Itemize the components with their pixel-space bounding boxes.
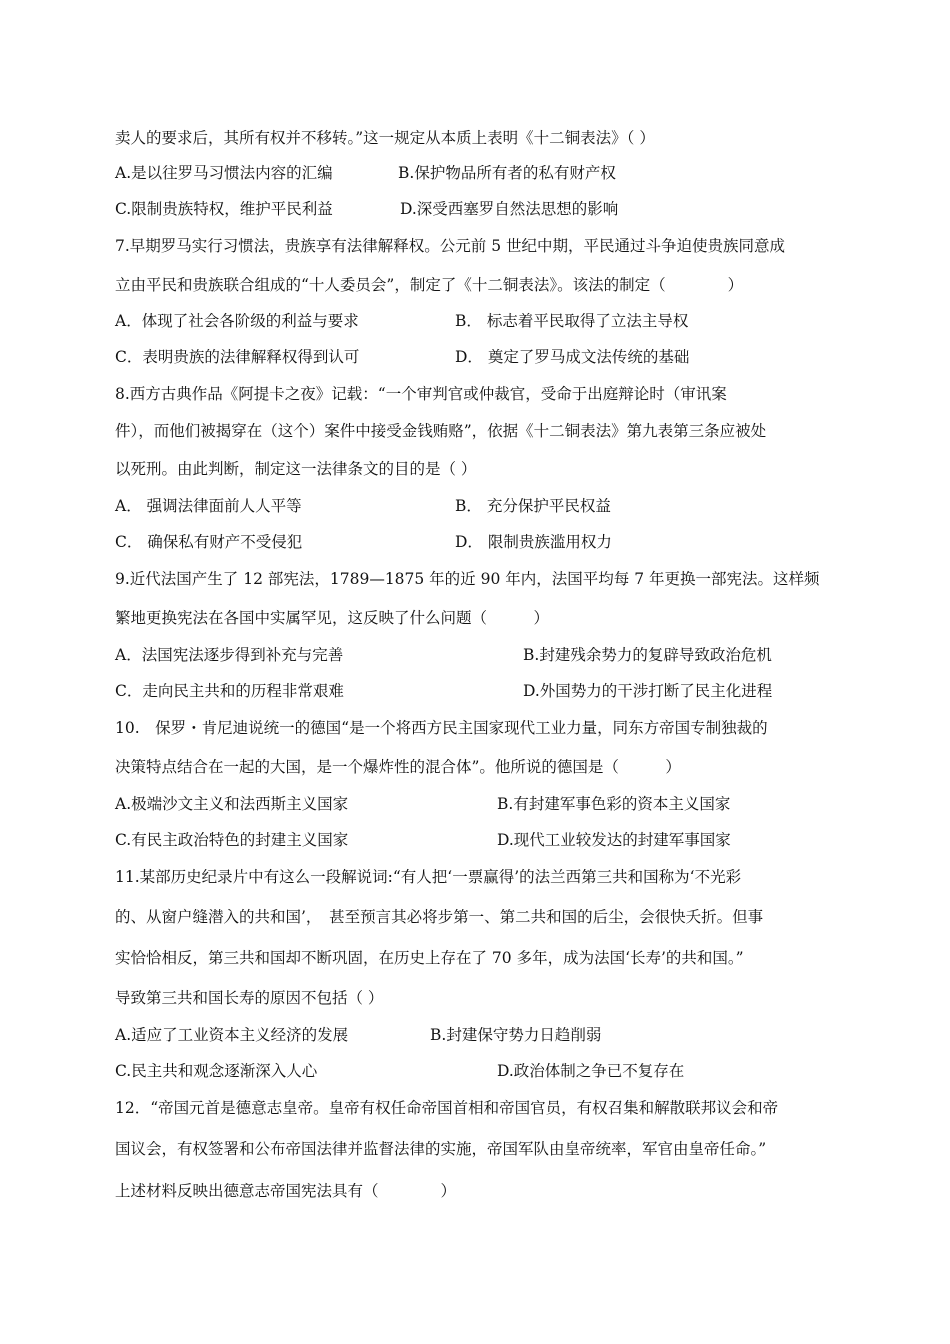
q10-option-d: D.现代工业较发达的封建军事国家 (497, 831, 731, 849)
q9-option-b: B.封建残余势力的复辟导致政治危机 (523, 646, 772, 664)
q9-option-d: D.外国势力的干涉打断了民主化进程 (523, 682, 773, 700)
q9-option-a: A．法国宪法逐步得到补充与完善 (115, 646, 344, 664)
q11-stem-line1: 11.某部历史纪录片中有这么一段解说词:“有人把‘一票赢得’的法兰西第三共和国称为‘不光彩 (115, 868, 742, 886)
q8-stem-line1: 8.西方古典作品《阿提卡之夜》记载：“一个审判官或仲裁官，受命于出庭辩论时（审讯案 (115, 385, 727, 403)
q7-stem-line2: 立由平民和贵族联合组成的“十人委员会”，制定了《十二铜表法》。该法的制定（ ） (115, 276, 744, 294)
q10-stem-line2: 决策特点结合在一起的大国，是一个爆炸性的混合体”。他所说的德国是（ ） (115, 758, 681, 776)
q11-option-b: B.封建保守势力日趋削弱 (430, 1026, 602, 1044)
q7-option-c: C．表明贵族的法律解释权得到认可 (115, 348, 360, 366)
q9-option-c: C．走向民主共和的历程非常艰难 (115, 682, 344, 700)
q8-option-a: A． 强调法律面前人人平等 (115, 497, 302, 515)
q7-stem-line1: 7.早期罗马实行习惯法，贵族享有法律解释权。公元前 5 世纪中期，平民通过斗争迫使贵族同意成 (115, 237, 786, 255)
q6-option-b: B.保护物品所有者的私有财产权 (398, 164, 616, 182)
q6-option-c: C.限制贵族特权，维护平民利益 (115, 200, 333, 218)
q10-option-a: A.极端沙文主义和法西斯主义国家 (115, 795, 349, 813)
q11-option-d: D.政治体制之争已不复存在 (497, 1062, 685, 1080)
q7-option-d: D． 奠定了罗马成文法传统的基础 (455, 348, 690, 366)
q11-stem-line3: 实恰恰相反，第三共和国却不断巩固，在历史上存在了 70 多年，成为法国‘长寿’的共和国。” (115, 949, 744, 967)
q12-stem-line2: 国议会，有权签署和公布帝国法律并监督法律的实施，帝国军队由皇帝统率，军官由皇帝任命。” (115, 1140, 767, 1158)
q11-stem-line2: 的、从窗户缝潜入的共和国’， 甚至预言其必将步第一、第二共和国的后尘，会很快夭折。但事 (115, 908, 764, 926)
q8-option-c: C． 确保私有财产不受侵犯 (115, 533, 303, 551)
q10-option-b: B.有封建军事色彩的资本主义国家 (497, 795, 731, 813)
q8-option-b: B． 充分保护平民权益 (455, 497, 611, 515)
q9-stem-line2: 繁地更换宪法在各国中实属罕见，这反映了什么问题（ ） (115, 609, 550, 627)
q7-option-b: B． 标志着平民取得了立法主导权 (455, 312, 689, 330)
q11-option-a: A.适应了工业资本主义经济的发展 (115, 1026, 349, 1044)
q6-stem-end: 卖人的要求后，其所有权并不移转。”这一规定从本质上表明《十二铜表法》（ ） (115, 129, 655, 147)
q6-option-d: D.深受西塞罗自然法思想的影响 (400, 200, 619, 218)
q6-option-a: A.是以往罗马习惯法内容的汇编 (115, 164, 333, 182)
q11-stem-line4: 导致第三共和国长寿的原因不包括（ ） (115, 989, 384, 1007)
q12-stem-line3: 上述材料反映出德意志帝国宪法具有（ ） (115, 1182, 457, 1200)
q8-option-d: D． 限制贵族滥用权力 (455, 533, 612, 551)
q8-stem-line2: 件），而他们被揭穿在（这个）案件中接受金钱贿赂”，依据《十二铜表法》第九表第三条应被处 (115, 422, 767, 440)
q10-stem-line1: 10. 保罗・肯尼迪说统一的德国“是一个将西方民主国家现代工业力量，同东方帝国专制独裁的 (115, 719, 768, 737)
q8-stem-line3: 以死刑。由此判断，制定这一法律条文的目的是（ ） (115, 460, 477, 478)
q9-stem-line1: 9.近代法国产生了 12 部宪法，1789—1875 年的近 90 年内，法国平均每 7 年更换一部宪法。这样频 (115, 570, 820, 588)
q12-stem-line1: 12．“帝国元首是德意志皇帝。皇帝有权任命帝国首相和帝国官员，有权召集和解散联邦议会和帝 (115, 1099, 779, 1117)
q10-option-c: C.有民主政治特色的封建主义国家 (115, 831, 349, 849)
q7-option-a: A．体现了社会各阶级的利益与要求 (115, 312, 359, 330)
q11-option-c: C.民主共和观念逐渐深入人心 (115, 1062, 318, 1080)
